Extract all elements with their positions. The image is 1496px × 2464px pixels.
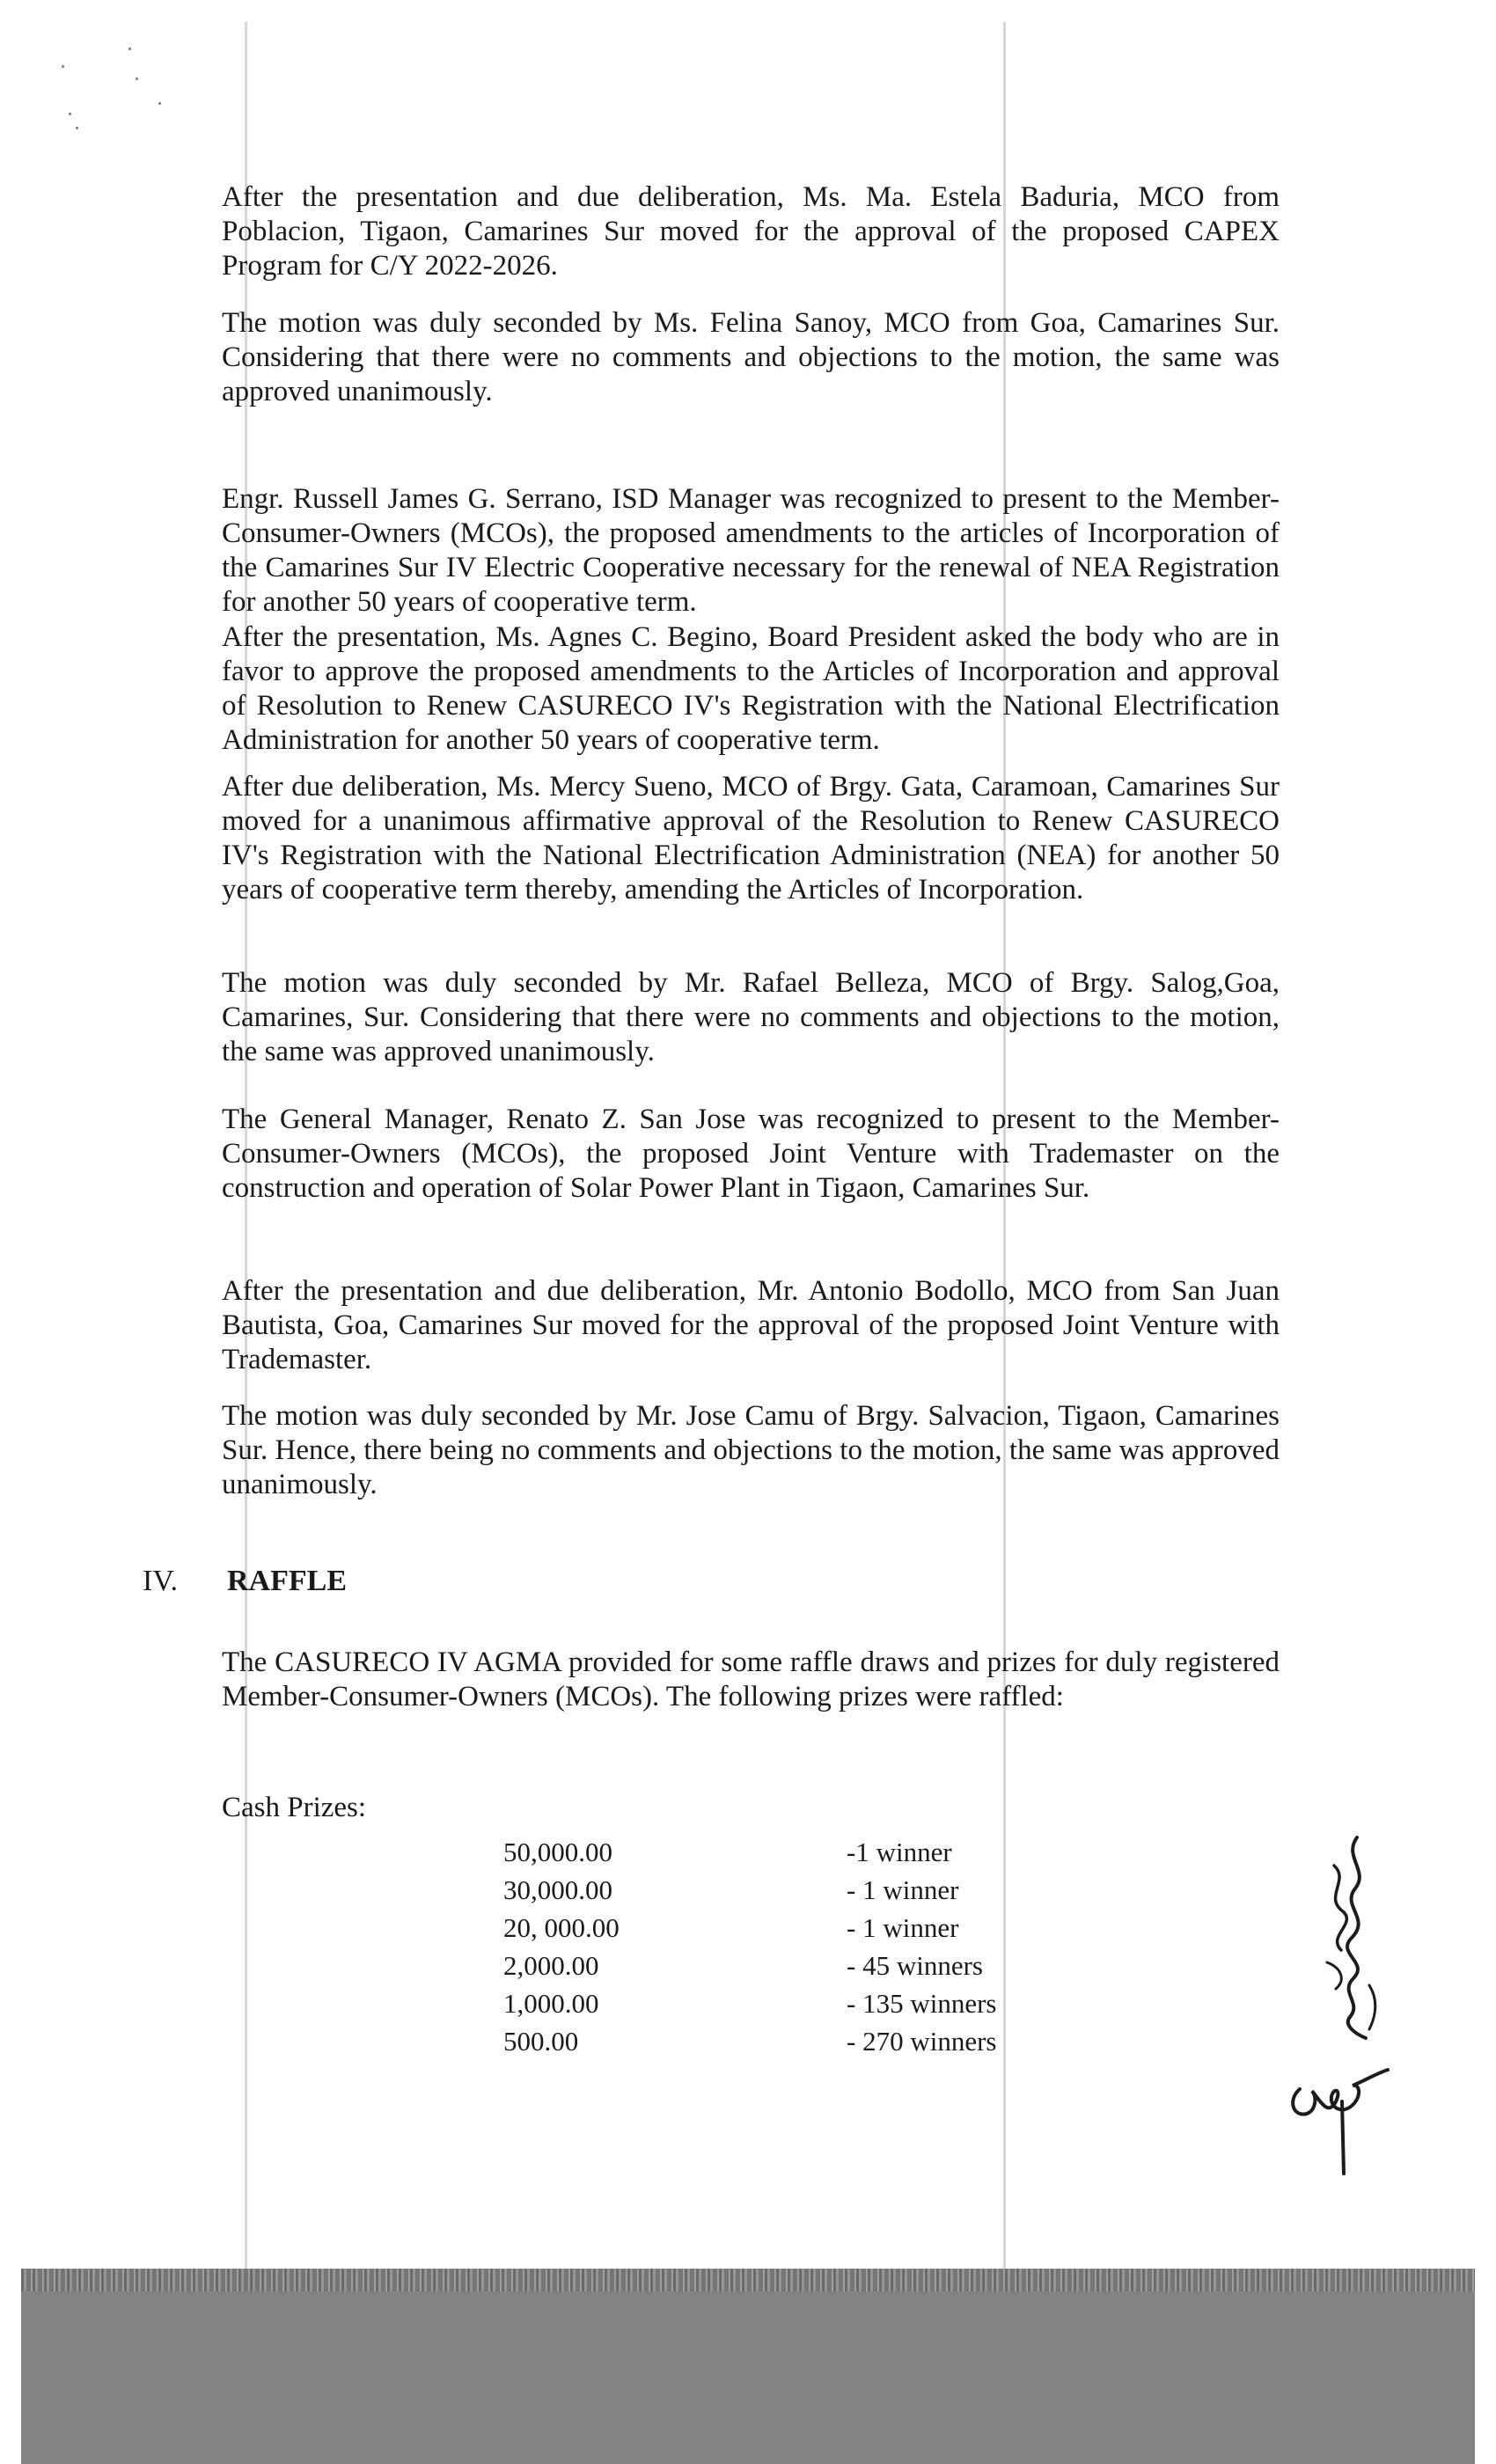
prize-winners: - 45 winners <box>847 1950 983 1981</box>
prize-winners: -1 winner <box>847 1837 952 1867</box>
prize-row <box>503 1910 1067 1948</box>
paragraph-renewal-seconded: The motion was duly seconded by Mr. Rafael Belleza, MCO of Brgy. Salog,Goa, Camarines, Sur. Considering that there were no comments and objections to the motion, the same was approved unanimously. <box>222 967 1280 1067</box>
section-number: IV. <box>143 1565 178 1597</box>
prize-amount: 50,000.00 <box>503 1837 612 1867</box>
prize-row <box>503 2024 1067 2062</box>
prize-row <box>503 1948 1067 1986</box>
paragraph-capex-motion: After the presentation and due deliberation, Ms. Ma. Estela Baduria, MCO from Poblacion, Tigaon, Camarines Sur moved for the approval of the proposed CAPEX Program for C/Y 2022-2026. <box>222 181 1280 282</box>
paragraph-raffle-intro: The CASURECO IV AGMA provided for some raffle draws and prizes for duly registered Member-Consumer-Owners (MCOs). The following prizes were raffled: <box>222 1646 1280 1712</box>
prize-amount: 2,000.00 <box>503 1950 599 1981</box>
paragraph-joint-venture-seconded: The motion was duly seconded by Mr. Jose Camu of Brgy. Salvacion, Tigaon, Camarines Sur. Hence, there being no comments and objections to the motion, the same was approved unanimously. <box>222 1400 1280 1500</box>
prize-list <box>503 1835 1067 2062</box>
prize-winners: - 135 winners <box>847 1988 997 2019</box>
paragraph-renewal-motion: After due deliberation, Ms. Mercy Sueno, MCO of Brgy. Gata, Caramoan, Camarines Sur moved for a unanimous affirmative approval of the Resolution to Renew CASURECO IV's Registration with the National Electrification Administration (NEA) for another 50 years of cooperative term thereby, amending the Articles of Incorporation. <box>222 771 1280 906</box>
prize-amount: 500.00 <box>503 2026 579 2057</box>
prize-row <box>503 1986 1067 2024</box>
initials-icon <box>1280 2050 1395 2182</box>
prize-amount: 20, 000.00 <box>503 1912 620 1943</box>
scan-footer-stripe <box>21 2269 1475 2292</box>
prize-row <box>503 1835 1067 1873</box>
prize-winners: - 270 winners <box>847 2026 997 2057</box>
scan-specks <box>44 35 167 150</box>
prize-amount: 30,000.00 <box>503 1874 612 1905</box>
cash-prizes-label: Cash Prizes: <box>222 1792 367 1823</box>
scan-footer-band <box>21 2269 1475 2464</box>
paragraph-amendments-presentation: Engr. Russell James G. Serrano, ISD Manager was recognized to present to the Member-Consumer-Owners (MCOs), the proposed amendments to the articles of Incorporation of the Camarines Sur IV Electric Cooperative necessary for the renewal of NEA Registration for another 50 years of cooperative term. <box>222 483 1280 618</box>
prize-row <box>503 1873 1067 1910</box>
prize-amount: 1,000.00 <box>503 1988 599 2019</box>
paragraph-capex-seconded: The motion was duly seconded by Ms. Felina Sanoy, MCO from Goa, Camarines Sur. Considering that there were no comments and objections to the motion, the same was approved unanimously. <box>222 307 1280 407</box>
section-title: RAFFLE <box>227 1565 347 1597</box>
prize-winners: - 1 winner <box>847 1874 959 1905</box>
paragraph-board-president: After the presentation, Ms. Agnes C. Begino, Board President asked the body who are in favor to approve the proposed amendments to the Articles of Incorporation and approval of Resolution to Renew CASURECO IV's Registration with the National Electrification Administration for another 50 years of cooperative term. <box>222 621 1280 756</box>
prize-winners: - 1 winner <box>847 1912 959 1943</box>
paragraph-joint-venture-motion: After the presentation and due deliberation, Mr. Antonio Bodollo, MCO from San Juan Bautista, Goa, Camarines Sur moved for the approval of the proposed Joint Venture with Trademaster. <box>222 1275 1280 1375</box>
signature-icon <box>1285 1830 1390 2042</box>
paragraph-joint-venture-presentation: The General Manager, Renato Z. San Jose was recognized to present to the Member-Consumer-Owners (MCOs), the proposed Joint Venture with Trademaster on the construction and operation of Solar Power Plant in Tigaon, Camarines Sur. <box>222 1104 1280 1204</box>
